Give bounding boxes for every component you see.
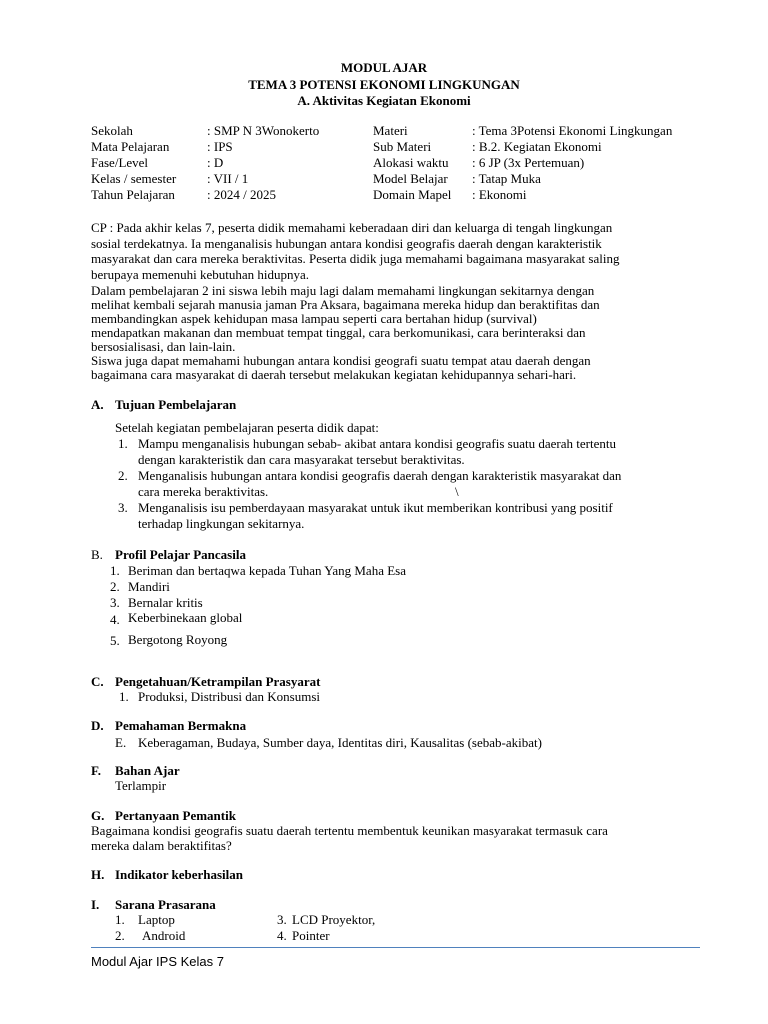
theme-title: TEMA 3 POTENSI EKONOMI LINGKUNGAN [248,77,520,92]
section-heading: Pemahaman Bermakna [115,718,247,733]
intro-line: bersosialisasi, dan lain-lain. [91,339,236,354]
identity-label: Fase/Level [91,155,149,170]
identity-label: Sub Materi [373,139,432,154]
section-heading: Pertanyaan Pemantik [115,808,236,823]
list-item: Mampu menganalisis hubungan sebab- akibat antara kondisi geografis suatu daerah tertentu [138,436,616,451]
list-item: Pointer [292,928,330,943]
section-heading: Bahan Ajar [115,763,180,778]
section-text: mereka dalam beraktifitas? [91,838,232,853]
section-heading: Pengetahuan/Ketrampilan Prasyarat [115,674,321,689]
document-title: MODUL AJAR [340,60,428,75]
section-marker: B. [91,547,103,562]
identity-value: : 2024 / 2025 [207,187,276,202]
list-item: Mandiri [128,579,170,594]
identity-label: Mata Pelajaran [91,139,170,154]
list-item: Android [142,928,186,943]
list-item: Beriman dan bertaqwa kepada Tuhan Yang Maha Esa [128,563,406,578]
cp-line: sosial terdekatnya. Ia menganalisis hubungan antara kondisi geografis daerah dengan karakteristik [91,236,602,251]
list-number: 1. [115,912,125,927]
list-number: 1. [119,689,129,704]
intro-line: Siswa juga dapat memahami hubungan antara kondisi geografi suatu tempat atau daerah dengan [91,353,591,368]
identity-label: Model Belajar [373,171,448,186]
identity-value: : VII / 1 [207,171,249,186]
section-text: Terlampir [115,778,167,793]
list-number: 5. [110,633,120,648]
footer-text: Modul Ajar IPS Kelas 7 [91,954,224,969]
list-number: 4. [277,928,287,943]
list-item: Keberagaman, Budaya, Sumber daya, Identitas diri, Kausalitas (sebab-akibat) [138,735,542,750]
list-item: Laptop [138,912,175,927]
stray-mark: \ [455,484,459,499]
section-marker: G. [91,808,105,823]
section-lead: Setelah kegiatan pembelajaran peserta didik dapat: [115,420,379,435]
list-number: 1. [118,436,128,451]
list-item: cara mereka beraktivitas. [138,484,269,499]
section-marker: I. [91,897,100,912]
list-item: Keberbinekaan global [128,610,243,625]
intro-line: membandingkan aspek kehidupan masa lampau seperti cara bertahan hidup (survival) [91,311,537,326]
identity-label: Alokasi waktu [373,155,449,170]
list-number: 3. [110,595,120,610]
identity-value: : IPS [207,139,233,154]
section-heading: Profil Pelajar Pancasila [115,547,246,562]
list-item: dengan karakteristik dan cara masyarakat tersebut beraktivitas. [138,452,465,467]
identity-value: : B.2. Kegiatan Ekonomi [472,139,602,154]
list-item: Produksi, Distribusi dan Konsumsi [138,689,321,704]
cp-line: berupaya memenuhi kebutuhan hidupnya. [91,267,310,282]
footer-rule [91,947,700,948]
section-heading: Indikator keberhasilan [115,867,243,882]
section-marker: C. [91,674,104,689]
identity-value: : Tatap Muka [472,171,541,186]
list-item: Menganalisis hubungan antara kondisi geografis daerah dengan karakteristik masyarakat dan [138,468,622,483]
identity-value: : 6 JP (3x Pertemuan) [472,155,585,170]
identity-value: : SMP N 3Wonokerto [207,123,320,138]
list-number: 4. [110,612,120,627]
intro-line: Dalam pembelajaran 2 ini siswa lebih maju lagi dalam memahami lingkungan sekitarnya dengan [91,283,595,298]
section-marker: A. [91,397,104,412]
list-number: 3. [277,912,287,927]
cp-line: masyarakat dan cara mereka beraktivitas. Peserta didik juga memahami bagaimana masyarakat saling [91,251,620,266]
list-number: 2. [110,579,120,594]
identity-label: Domain Mapel [373,187,452,202]
section-marker: H. [91,867,105,882]
identity-value: : Tema 3Potensi Ekonomi Lingkungan [472,123,673,138]
list-number: E. [115,735,127,750]
section-marker: F. [91,763,101,778]
list-item: LCD Proyektor, [292,912,376,927]
list-number: 3. [118,500,128,515]
list-number: 1. [110,563,120,578]
list-item: terhadap lingkungan sekitarnya. [138,516,305,531]
section-marker: D. [91,718,104,733]
section-text: Bagaimana kondisi geografis suatu daerah tertentu membentuk keunikan masyarakat termasuk cara [91,823,608,838]
section-heading: Sarana Prasarana [115,897,216,912]
identity-label: Materi [373,123,408,138]
intro-line: mendapatkan makanan dan membuat tempat tinggal, cara berkomunikasi, cara berinteraksi dan [91,325,586,340]
list-item: Bernalar kritis [128,595,203,610]
identity-value: : Ekonomi [472,187,527,202]
list-item: Menganalisis isu pemberdayaan masyarakat untuk ikut memberikan kontribusi yang positif [138,500,613,515]
intro-line: bagaimana cara masyarakat di daerah tersebut melakukan kegiatan kehidupannya sehari-hari. [91,367,577,382]
activity-title: A. Aktivitas Kegiatan Ekonomi [297,93,471,108]
section-heading: Tujuan Pembelajaran [115,397,237,412]
intro-line: melihat kembali sejarah manusia jaman Pra Aksara, bagaimana mereka hidup dan beraktifitas dan [91,297,600,312]
identity-label: Kelas / semester [91,171,177,186]
identity-label: Tahun Pelajaran [91,187,175,202]
list-number: 2. [115,928,125,943]
list-item: Bergotong Royong [128,632,228,647]
cp-line: CP : Pada akhir kelas 7, peserta didik memahami keberadaan diri dan keluarga di tengah lingkungan [91,220,613,235]
list-number: 2. [118,468,128,483]
identity-label: Sekolah [91,123,133,138]
identity-value: : D [207,155,224,170]
